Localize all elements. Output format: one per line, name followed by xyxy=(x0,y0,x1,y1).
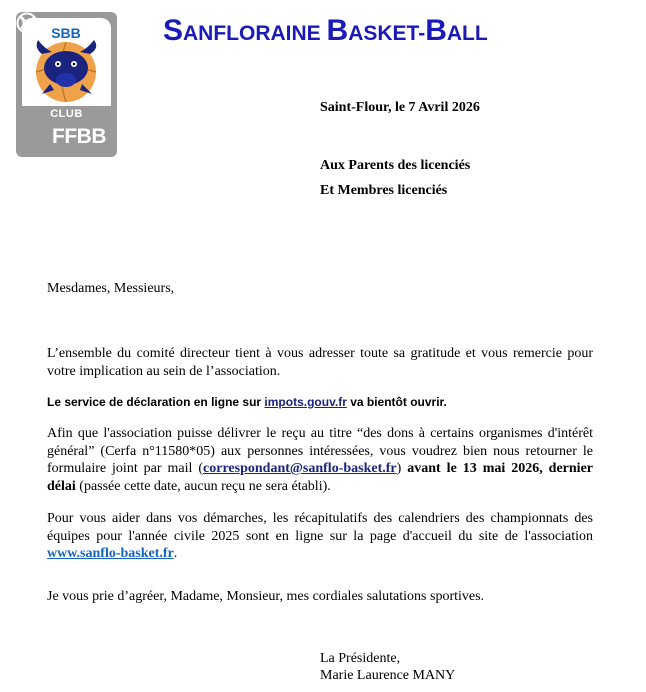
title-initial: B xyxy=(326,14,349,47)
signature-role: La Présidente, xyxy=(320,651,401,666)
date-line: Saint-Flour, le 7 Avril 2026 xyxy=(320,100,480,115)
title-word: ANFLORAINE xyxy=(183,22,327,45)
recipient-line-2: Et Membres licenciés xyxy=(320,183,448,198)
signature-name: Marie Laurence MANY xyxy=(320,668,456,683)
calendars-text: Pour vous aider dans vos démarches, les récapitulatifs des calendriers des championnats des équipes pour l'année civile 2025 sont en ligne sur la page d'accueil du site de l'association xyxy=(47,511,593,544)
title-initial: B xyxy=(425,14,447,47)
tax-service-text: Le service de déclaration en ligne sur xyxy=(47,395,265,409)
receipt-text-end: (passée cette date, aucun reçu ne sera établi). xyxy=(75,478,331,494)
title-word: ALL xyxy=(446,22,488,45)
receipt-text-sep: ) xyxy=(396,461,408,476)
recipient-line-1: Aux Parents des licenciés xyxy=(320,158,471,173)
logo-club-label: CLUB xyxy=(50,108,83,120)
website-link[interactable]: www.sanflo-basket.fr xyxy=(47,546,174,561)
salutation: Mesdames, Messieurs, xyxy=(47,281,175,296)
basketball-icon xyxy=(16,12,38,34)
paragraph-gratitude: L’ensemble du comité directeur tient à vous adresser toute sa gratitude et vous remercie pour votre implication au sein de l’association. xyxy=(47,346,593,379)
paragraph-tax-service xyxy=(47,394,593,412)
title-initial: S xyxy=(163,14,184,47)
calendars-text-end: . xyxy=(173,546,178,561)
paragraph-calendars xyxy=(47,510,593,563)
club-title xyxy=(163,14,488,48)
logo-sbb-letters: SBB xyxy=(51,25,81,41)
logo-ffbb-label: FFBB xyxy=(52,125,106,148)
tax-service-text-end: va bientôt ouvrir. xyxy=(346,395,447,409)
receipt-text: Afin que l'association puisse délivrer le reçu au titre “des dons à certains organismes d'intérêt général” (Cerfa n°11580*05) aux personnes intéressées, vous voudrez bien nous retourner le formulaire joint par mail ( xyxy=(47,426,593,476)
impots-link[interactable]: impots.gouv.fr xyxy=(264,395,347,409)
club-logo xyxy=(16,12,117,157)
email-link[interactable]: correspondant@sanflo-basket.fr xyxy=(203,461,397,476)
closing-sentence: Je vous prie d’agréer, Madame, Monsieur, mes cordiales salutations sportives. xyxy=(47,589,485,604)
paragraph-receipt xyxy=(47,425,593,495)
title-word: ASKET- xyxy=(348,22,426,45)
deadline-text: avant le 13 mai 2026, dernier délai xyxy=(47,461,593,494)
